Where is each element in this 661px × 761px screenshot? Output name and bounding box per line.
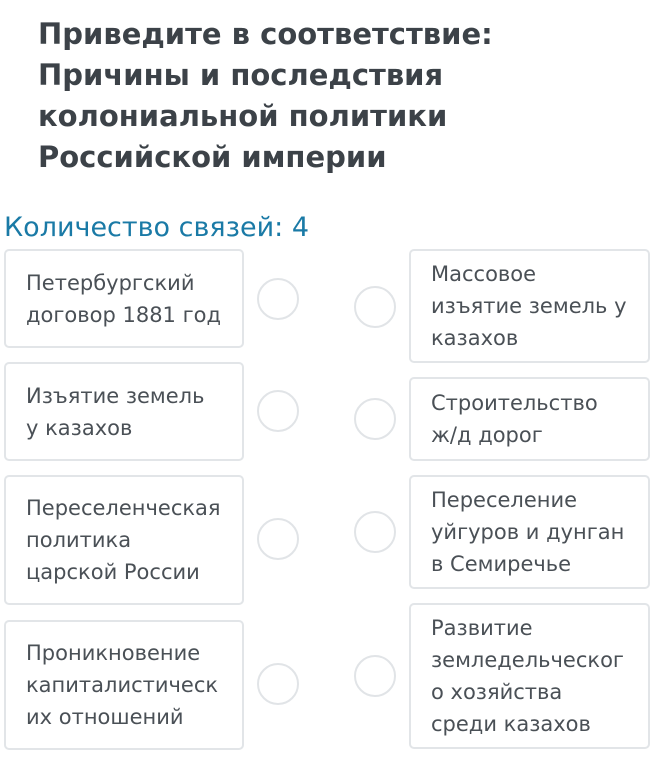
right-item-2[interactable] [409, 377, 650, 461]
left-connector-2[interactable] [257, 390, 299, 432]
right-item-4-label: Развитие земледельческог о хозяйства среди казахов [431, 616, 624, 736]
right-item-3-label: Переселение уйгуров и дунган в Семиречье [431, 488, 625, 576]
left-item-3[interactable] [4, 475, 244, 605]
right-item-1-label: Массовое изъятие земель у казахов [431, 262, 627, 350]
right-connector-1[interactable] [354, 286, 396, 328]
left-connector-1[interactable] [257, 278, 299, 320]
right-item-2-label: Строительство ж/д дорог [431, 391, 598, 447]
left-item-2[interactable] [4, 362, 244, 461]
right-connector-4[interactable] [354, 655, 396, 697]
right-item-4[interactable] [409, 603, 650, 749]
left-item-3-label: Переселенческая политика царской России [26, 496, 221, 584]
left-item-4[interactable] [4, 620, 244, 750]
question-title: Приведите в соответствие: Причины и последствия колониальной политики Российской империи [38, 17, 493, 174]
left-connector-4[interactable] [257, 663, 299, 705]
left-item-4-label: Проникновение капиталистическ их отношений [26, 641, 219, 729]
right-item-3[interactable] [409, 475, 650, 589]
right-connector-3[interactable] [354, 511, 396, 553]
left-item-2-label: Изъятие земель у казахов [26, 383, 205, 440]
connections-count: Количество связей: 4 [4, 212, 310, 243]
right-item-1[interactable] [409, 249, 650, 363]
right-connector-2[interactable] [354, 398, 396, 440]
left-connector-3[interactable] [257, 518, 299, 560]
left-item-1-label: Петербургский договор 1881 год [26, 270, 221, 327]
left-item-1[interactable] [4, 249, 244, 348]
